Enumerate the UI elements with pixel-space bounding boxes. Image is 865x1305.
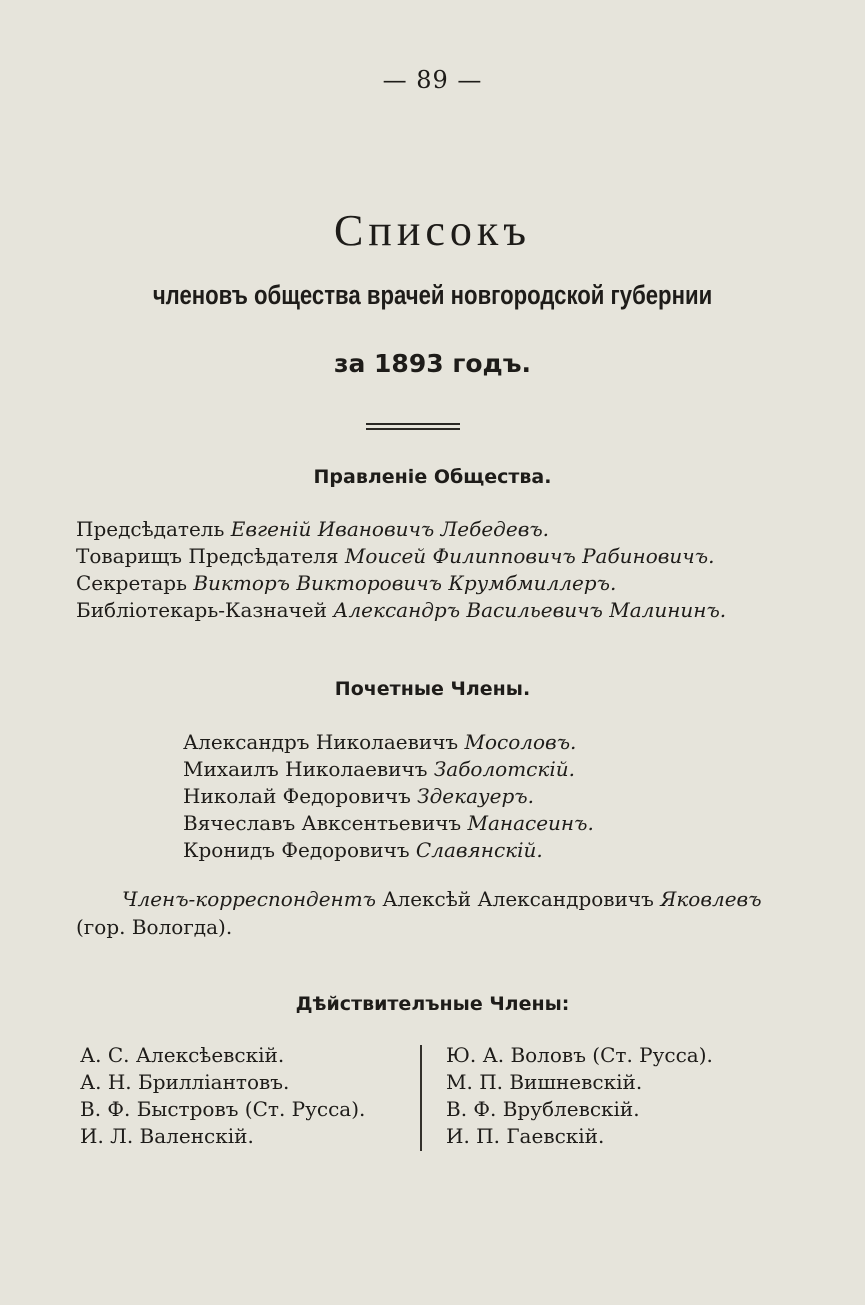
board-row bbox=[76, 517, 549, 541]
active-member-left: А. Н. Бриллiантовъ. bbox=[80, 1070, 290, 1094]
board-member-name: Викторъ Викторовичъ Крумбмиллеръ. bbox=[193, 571, 617, 595]
honorary-first-name: Кронидъ Федоровичъ bbox=[183, 838, 410, 862]
page-number: — 89 — bbox=[382, 66, 483, 94]
honorary-row bbox=[183, 784, 534, 808]
honorary-first-name: Михаилъ Николаевичъ bbox=[183, 757, 428, 781]
honorary-last-name: Манасеинъ. bbox=[467, 811, 594, 835]
active-member-left: В. Ф. Быстровъ (Ст. Русса). bbox=[80, 1097, 366, 1121]
honorary-last-name: Здекауеръ. bbox=[417, 784, 534, 808]
board-member-name: Моисей Филипповичъ Рабиновичъ. bbox=[344, 544, 715, 568]
honorary-row bbox=[183, 730, 576, 754]
title-rule-bottom bbox=[366, 428, 460, 430]
honorary-first-name: Вячеславъ Авксентьевичъ bbox=[183, 811, 462, 835]
honorary-row bbox=[183, 757, 575, 781]
board-row bbox=[76, 598, 726, 622]
active-member-right: И. П. Гаевскій. bbox=[446, 1124, 605, 1148]
column-divider bbox=[420, 1045, 422, 1151]
honorary-heading: Почетные Члены. bbox=[334, 678, 531, 700]
honorary-first-name: Николай Федоровичъ bbox=[183, 784, 411, 808]
board-member-name: Александръ Васильевичъ Малининъ. bbox=[333, 598, 727, 622]
honorary-row bbox=[183, 811, 594, 835]
correspondent-place: (гор. Вологда). bbox=[76, 915, 233, 939]
board-row bbox=[76, 571, 616, 595]
page-title: Списокъ bbox=[333, 206, 532, 255]
active-member-left: А. С. Алексѣевскій. bbox=[80, 1043, 285, 1067]
page-subtitle: членовъ общества врачей новгородской губернии bbox=[152, 280, 713, 310]
board-member-name: Евгеній Ивановичъ Лебедевъ. bbox=[230, 517, 550, 541]
honorary-first-name: Александръ Николаевичъ bbox=[183, 730, 459, 754]
honorary-row bbox=[183, 838, 543, 862]
year-line: за 1893 годъ. bbox=[333, 349, 532, 378]
title-rule-top bbox=[366, 423, 460, 425]
board-role: Библіотекарь-Казначей bbox=[76, 598, 327, 622]
honorary-last-name: Заболотскій. bbox=[433, 757, 575, 781]
honorary-last-name: Славянскій. bbox=[415, 838, 543, 862]
active-member-right: М. П. Вишневскій. bbox=[446, 1070, 643, 1094]
active-member-right: Ю. А. Воловъ (Ст. Русса). bbox=[446, 1043, 713, 1067]
honorary-last-name: Мосоловъ. bbox=[464, 730, 577, 754]
correspondent-role: Членъ-корреспондентъ bbox=[122, 887, 376, 911]
correspondent-line bbox=[122, 887, 762, 911]
board-row bbox=[76, 544, 714, 568]
board-role: Секретарь bbox=[76, 571, 187, 595]
active-member-left: И. Л. Валенскій. bbox=[80, 1124, 254, 1148]
active-heading: Дѣйствителъные Члены: bbox=[295, 993, 570, 1015]
active-member-right: В. Ф. Врублевскій. bbox=[446, 1097, 640, 1121]
board-role: Предсѣдатель bbox=[76, 517, 225, 541]
board-role: Товарищъ Предсѣдателя bbox=[76, 544, 339, 568]
correspondent-last-name: Яковлевъ bbox=[660, 887, 762, 911]
correspondent-first-name: Алексѣй Александровичъ bbox=[382, 887, 654, 911]
board-heading: Правленіе Общества. bbox=[313, 466, 552, 488]
